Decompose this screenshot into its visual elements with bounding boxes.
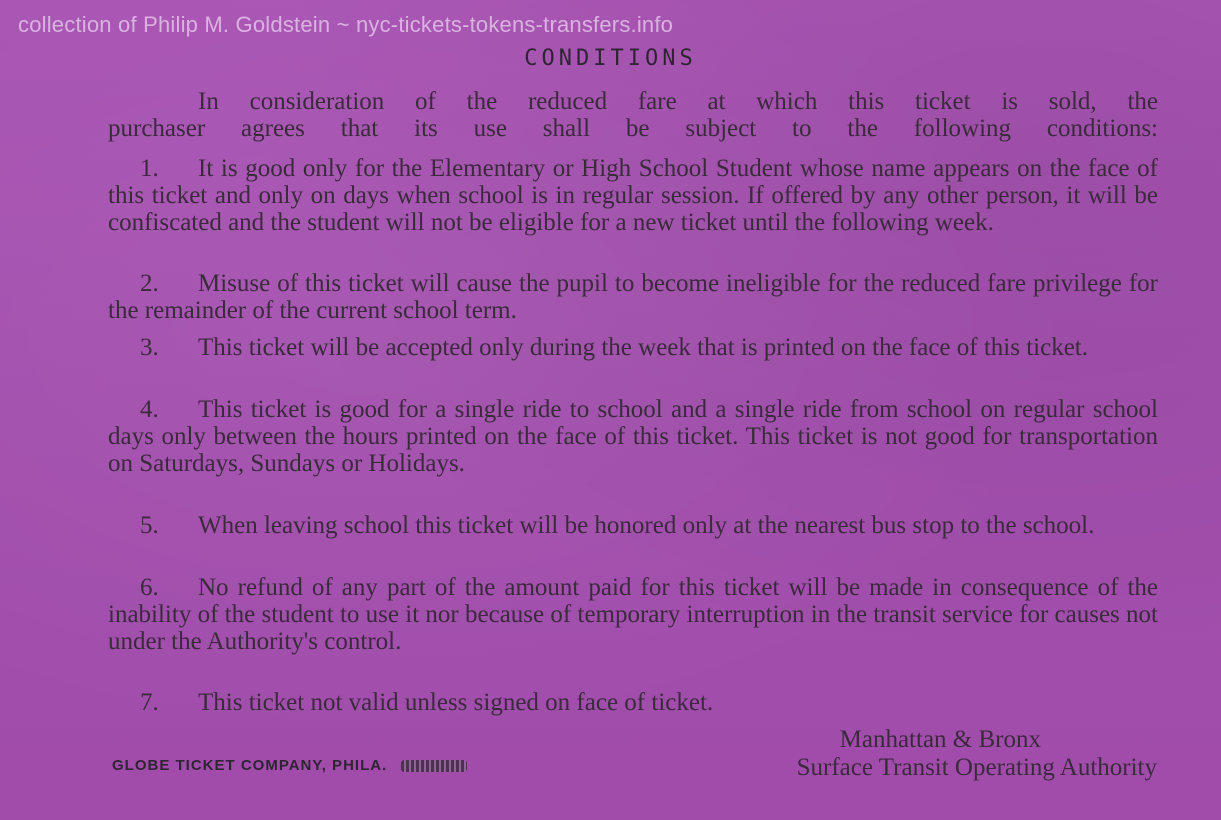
condition-number: 4. xyxy=(140,396,159,423)
condition-2 xyxy=(108,270,1158,324)
condition-number: 1. xyxy=(140,155,159,182)
condition-text: This ticket will be accepted only during the week that is printed on the face of this ticket. xyxy=(198,334,1089,361)
condition-4 xyxy=(108,396,1158,477)
printer-name: GLOBE TICKET COMPANY, PHILA. xyxy=(112,757,388,774)
condition-text: Misuse of this ticket will cause the pupil to become ineligible for the reduced fare privilege for the remainder of the current school term. xyxy=(108,270,1158,324)
authority-signature-line-2: Surface Transit Operating Authority xyxy=(796,754,1157,781)
intro-paragraph xyxy=(108,88,1158,142)
condition-6 xyxy=(108,574,1158,655)
collection-watermark: collection of Philip M. Goldstein ~ nyc-tickets-tokens-transfers.info xyxy=(18,12,674,37)
conditions-heading: CONDITIONS xyxy=(524,46,697,71)
condition-text: This ticket is good for a single ride to school and a single ride from school on regular school days only between the hours printed on the face of this ticket. This ticket is not good for transportation on Saturdays, Sundays or Holidays. xyxy=(108,396,1158,477)
intro-line-1: In consideration of the reduced fare at which this ticket is sold, the xyxy=(198,88,1158,115)
condition-text: When leaving school this ticket will be honored only at the nearest bus stop to the school. xyxy=(198,512,1095,539)
condition-number: 2. xyxy=(140,270,159,297)
condition-text: No refund of any part of the amount paid for this ticket will be made in consequence of the inability of the student to use it nor because of temporary interruption in the transit service for causes not under the Authority's control. xyxy=(108,574,1158,655)
condition-7 xyxy=(108,689,1158,716)
condition-number: 3. xyxy=(140,334,159,361)
condition-3 xyxy=(108,334,1158,361)
condition-number: 6. xyxy=(140,574,159,601)
condition-5 xyxy=(108,512,1158,539)
condition-text: It is good only for the Elementary or High School Student whose name appears on the face of this ticket and only on days when school is in regular session. If offered by any other person, it will be confiscated and the student will not be eligible for a new ticket until the following week. xyxy=(108,155,1158,236)
condition-number: 7. xyxy=(140,689,159,716)
condition-text: This ticket not valid unless signed on face of ticket. xyxy=(198,689,714,716)
union-bug-icon xyxy=(401,760,467,772)
condition-number: 5. xyxy=(140,512,159,539)
intro-line-2: purchaser agrees that its use shall be subject to the following conditions: xyxy=(108,115,1158,142)
condition-1 xyxy=(108,155,1158,236)
authority-signature-line-1: Manhattan & Bronx xyxy=(839,726,1041,753)
printer-credit xyxy=(112,757,467,774)
